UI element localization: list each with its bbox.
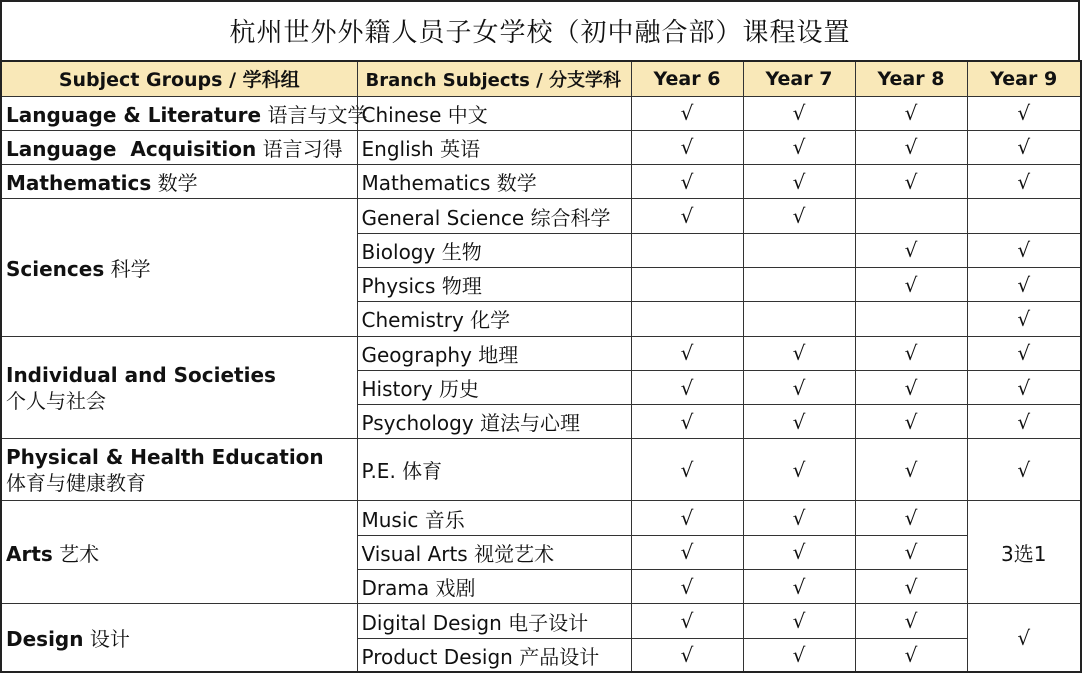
year6-cell: √ (631, 638, 743, 672)
branch-cell: English 英语 (357, 130, 631, 164)
year6-cell: √ (631, 405, 743, 439)
year6-cell: √ (631, 604, 743, 638)
group-cn: 语言习得 (262, 136, 343, 161)
year6-cell: √ (631, 501, 743, 535)
year6-cell: √ (631, 199, 743, 233)
group-cn: 艺术 (59, 541, 100, 566)
year6-cell: √ (631, 439, 743, 501)
year7-cell: √ (743, 96, 855, 130)
year9-cell: √ (967, 336, 1081, 370)
header-branch-subjects: Branch Subjects / 分支学科 (357, 61, 631, 96)
year9-cell: √ (967, 165, 1081, 199)
group-cell (1, 604, 357, 673)
branch-cell: Psychology 道法与心理 (357, 405, 631, 439)
year7-cell: √ (743, 336, 855, 370)
branch-cell: General Science 综合科学 (357, 199, 631, 233)
year7-cell: √ (743, 199, 855, 233)
year8-cell: √ (855, 96, 967, 130)
group-name: Individual and Societies (6, 362, 276, 387)
year8-cell: √ (855, 370, 967, 404)
year6-cell: √ (631, 570, 743, 604)
year9-cell: √ (967, 96, 1081, 130)
arts-year9-note: 3选1 (967, 501, 1081, 604)
year8-cell: √ (855, 604, 967, 638)
table-row (1, 439, 1081, 501)
curriculum-table (0, 60, 1082, 673)
year6-cell (631, 302, 743, 336)
year7-cell: √ (743, 439, 855, 501)
group-cn: 数学 (157, 171, 198, 196)
year8-cell: √ (855, 501, 967, 535)
year7-cell: √ (743, 370, 855, 404)
group-name: Language & Literature (6, 102, 262, 127)
group-name: Physical & Health Education (6, 444, 324, 469)
year7-cell: √ (743, 501, 855, 535)
year8-cell: √ (855, 267, 967, 301)
branch-cell: Product Design 产品设计 (357, 638, 631, 672)
table-row (1, 96, 1081, 130)
year8-cell: √ (855, 233, 967, 267)
header-year-8: Year 8 (855, 61, 967, 96)
year8-cell (855, 199, 967, 233)
year7-cell: √ (743, 535, 855, 569)
table-row (1, 165, 1081, 199)
year9-cell: √ (967, 233, 1081, 267)
table-row (1, 130, 1081, 164)
table-row (1, 501, 1081, 535)
year9-cell: √ (967, 439, 1081, 501)
year9-cell: √ (967, 302, 1081, 336)
group-name: Language Acquisition (6, 136, 257, 161)
group-cn: 科学 (110, 256, 151, 281)
header-subject-groups: Subject Groups / 学科组 (1, 61, 357, 96)
group-name: Sciences (6, 256, 105, 281)
year7-cell: √ (743, 130, 855, 164)
year9-cell: √ (967, 370, 1081, 404)
year8-cell: √ (855, 570, 967, 604)
table-row (1, 199, 1081, 233)
year6-cell (631, 233, 743, 267)
group-cn: 体育与健康教育 (6, 470, 146, 495)
year6-cell: √ (631, 96, 743, 130)
year9-cell (967, 199, 1081, 233)
page-title: 杭州世外外籍人员子女学校（初中融合部）课程设置 (0, 0, 1080, 60)
branch-cell: Visual Arts 视觉艺术 (357, 535, 631, 569)
year9-cell: √ (967, 130, 1081, 164)
header-year-9: Year 9 (967, 61, 1081, 96)
year6-cell (631, 267, 743, 301)
branch-cell: Chinese 中文 (357, 96, 631, 130)
year9-cell: √ (967, 267, 1081, 301)
branch-cell: Mathematics 数学 (357, 165, 631, 199)
year7-cell: √ (743, 570, 855, 604)
year6-cell: √ (631, 336, 743, 370)
header-year-6: Year 6 (631, 61, 743, 96)
group-cell (1, 439, 357, 501)
year7-cell (743, 302, 855, 336)
group-name: Design (6, 627, 84, 652)
table-row (1, 336, 1081, 370)
year7-cell (743, 267, 855, 301)
table-header-row (1, 61, 1081, 96)
branch-cell: Biology 生物 (357, 233, 631, 267)
table-row (1, 604, 1081, 638)
group-name: Mathematics (6, 171, 152, 196)
year7-cell: √ (743, 405, 855, 439)
header-year-7: Year 7 (743, 61, 855, 96)
group-cell (1, 165, 357, 199)
branch-cell: Music 音乐 (357, 501, 631, 535)
year8-cell: √ (855, 535, 967, 569)
branch-cell: Drama 戏剧 (357, 570, 631, 604)
year6-cell: √ (631, 165, 743, 199)
year8-cell: √ (855, 405, 967, 439)
branch-cell: Chemistry 化学 (357, 302, 631, 336)
group-cn: 设计 (89, 627, 130, 652)
year7-cell: √ (743, 638, 855, 672)
group-cell (1, 96, 368, 130)
branch-cell: Physics 物理 (357, 267, 631, 301)
year8-cell: √ (855, 638, 967, 672)
year7-cell: √ (743, 604, 855, 638)
design-year9-cell: √ (967, 604, 1081, 673)
group-cn: 个人与社会 (6, 388, 106, 413)
year7-cell: √ (743, 165, 855, 199)
year8-cell: √ (855, 439, 967, 501)
group-cell (1, 199, 357, 336)
branch-cell: Geography 地理 (357, 336, 631, 370)
group-cn: 语言与文学 (267, 102, 368, 127)
group-cell (1, 501, 357, 604)
year6-cell: √ (631, 370, 743, 404)
group-cell (1, 130, 357, 164)
year8-cell: √ (855, 336, 967, 370)
group-name: Arts (6, 541, 53, 566)
branch-cell: Digital Design 电子设计 (357, 604, 631, 638)
year6-cell: √ (631, 130, 743, 164)
year8-cell (855, 302, 967, 336)
year7-cell (743, 233, 855, 267)
branch-cell: History 历史 (357, 370, 631, 404)
year6-cell: √ (631, 535, 743, 569)
year8-cell: √ (855, 130, 967, 164)
group-cell (1, 336, 357, 439)
year8-cell: √ (855, 165, 967, 199)
branch-cell: P.E. 体育 (357, 439, 631, 501)
year9-cell: √ (967, 405, 1081, 439)
